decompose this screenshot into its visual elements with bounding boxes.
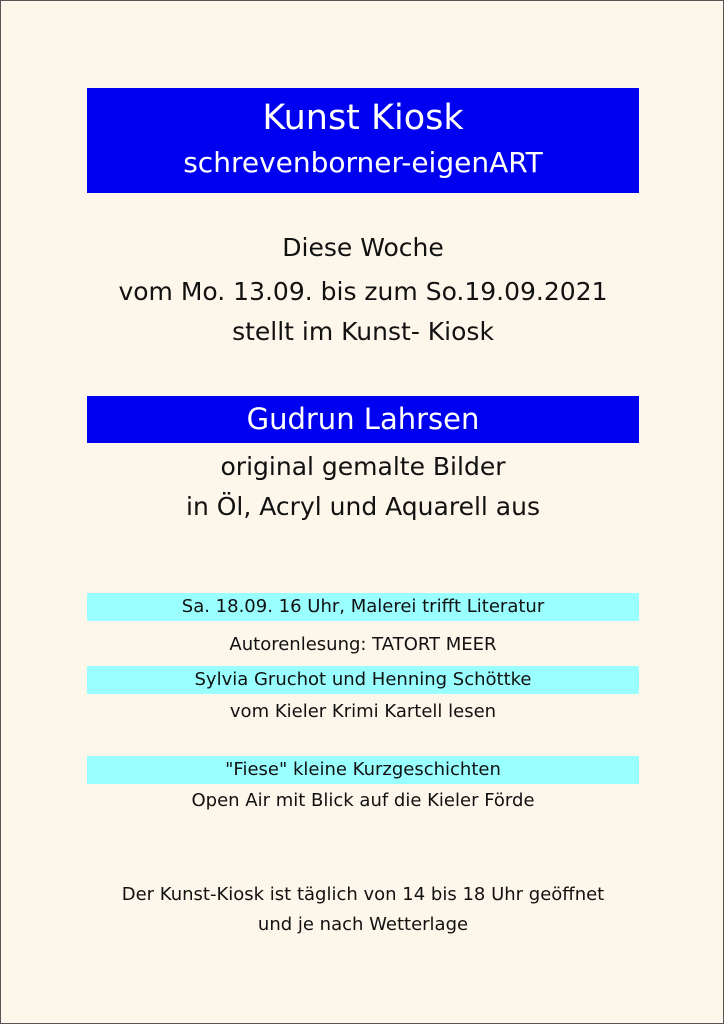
title-banner [87,88,639,193]
event-date-banner: Sa. 18.09. 16 Uhr, Malerei trifft Literatur [87,593,639,621]
weather-note: und je nach Wetterlage [257,914,469,935]
works-line-paintings: original gemalte Bilder [220,452,506,481]
event-stories-banner: "Fiese" kleine Kurzgeschichten [87,756,639,784]
page-subtitle: schrevenborner-eigenART [183,146,543,179]
works-line-media: in Öl, Acryl und Aquarell aus [186,492,540,521]
intro-line-exhibits: stellt im Kunst- Kiosk [232,317,494,346]
artist-name-banner: Gudrun Lahrsen [87,396,639,443]
page-title: Kunst Kiosk [262,98,464,138]
event-open-air: Open Air mit Blick auf die Kieler Förde [191,790,535,811]
event-reading: Autorenlesung: TATORT MEER [229,634,497,655]
opening-hours: Der Kunst-Kiosk ist täglich von 14 bis 18 Uhr geöffnet [121,884,605,905]
event-authors-banner: Sylvia Gruchot und Henning Schöttke [87,666,639,694]
intro-line-week: Diese Woche [282,233,444,262]
intro-line-dates: vom Mo. 13.09. bis zum So.19.09.2021 [118,277,608,306]
event-authors-origin: vom Kieler Krimi Kartell lesen [229,701,497,722]
